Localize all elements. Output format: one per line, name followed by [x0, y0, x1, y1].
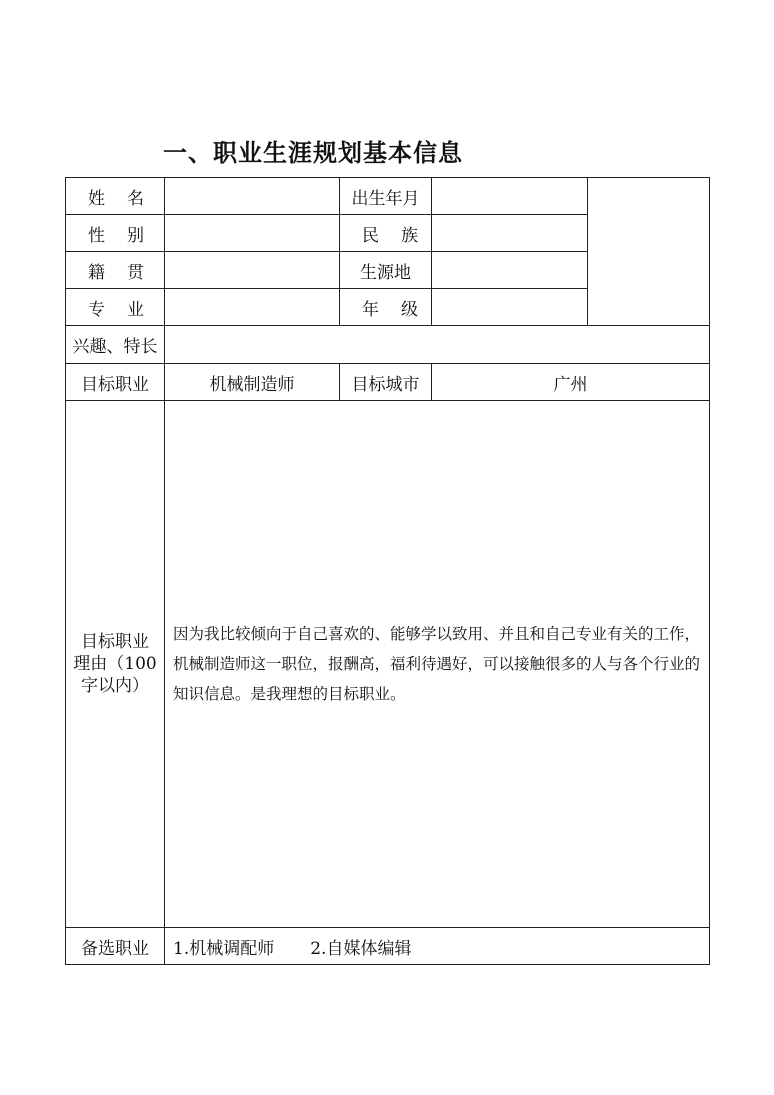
reason-text[interactable]: 因为我比较倾向于自己喜欢的、能够学以致用、并且和自己专业有关的工作，机械制造师这一职位，报酬高，福利待遇好，可以接触很多的人与各个行业的知识信息。是我理想的目标职业。 — [165, 401, 710, 928]
birth-field[interactable] — [432, 178, 588, 215]
native-place-label: 籍贯 — [66, 252, 165, 289]
basic-info-table — [65, 177, 710, 965]
major-label: 专业 — [66, 289, 165, 326]
target-city-value[interactable]: 广州 — [432, 364, 710, 401]
target-city-label: 目标城市 — [340, 364, 432, 401]
reason-label-line: 目标职业 — [81, 632, 149, 652]
native-place-field[interactable] — [165, 252, 340, 289]
gender-field[interactable] — [165, 215, 340, 252]
reason-label-line: 理由（100 — [73, 654, 157, 674]
reason-label — [66, 401, 165, 928]
name-field[interactable] — [165, 178, 340, 215]
ethnicity-field[interactable] — [432, 215, 588, 252]
name-label: 姓名 — [66, 178, 165, 215]
gender-label: 性别 — [66, 215, 165, 252]
table-row — [66, 401, 710, 928]
reason-label-line: 字以内） — [81, 676, 149, 696]
alternative-item: 1.机械调配师 — [173, 938, 275, 959]
alternative-item: 2.自媒体编辑 — [310, 938, 412, 959]
alternative-label: 备选职业 — [66, 928, 165, 965]
table-row — [66, 364, 710, 401]
interests-field[interactable] — [165, 326, 710, 364]
birth-label: 出生年月 — [340, 178, 432, 215]
interests-label: 兴趣、特长 — [66, 326, 165, 364]
table-row — [66, 178, 710, 215]
table-row — [66, 928, 710, 965]
origin-label: 生源地 — [340, 252, 432, 289]
table-row — [66, 326, 710, 364]
page-title: 一、职业生涯规划基本信息 — [163, 139, 463, 167]
ethnicity-label: 民族 — [340, 215, 432, 252]
photo-box — [588, 178, 710, 326]
grade-field[interactable] — [432, 289, 588, 326]
major-field[interactable] — [165, 289, 340, 326]
grade-label: 年级 — [340, 289, 432, 326]
alternative-values[interactable] — [165, 928, 710, 965]
origin-field[interactable] — [432, 252, 588, 289]
target-job-label: 目标职业 — [66, 364, 165, 401]
target-job-value[interactable]: 机械制造师 — [165, 364, 340, 401]
